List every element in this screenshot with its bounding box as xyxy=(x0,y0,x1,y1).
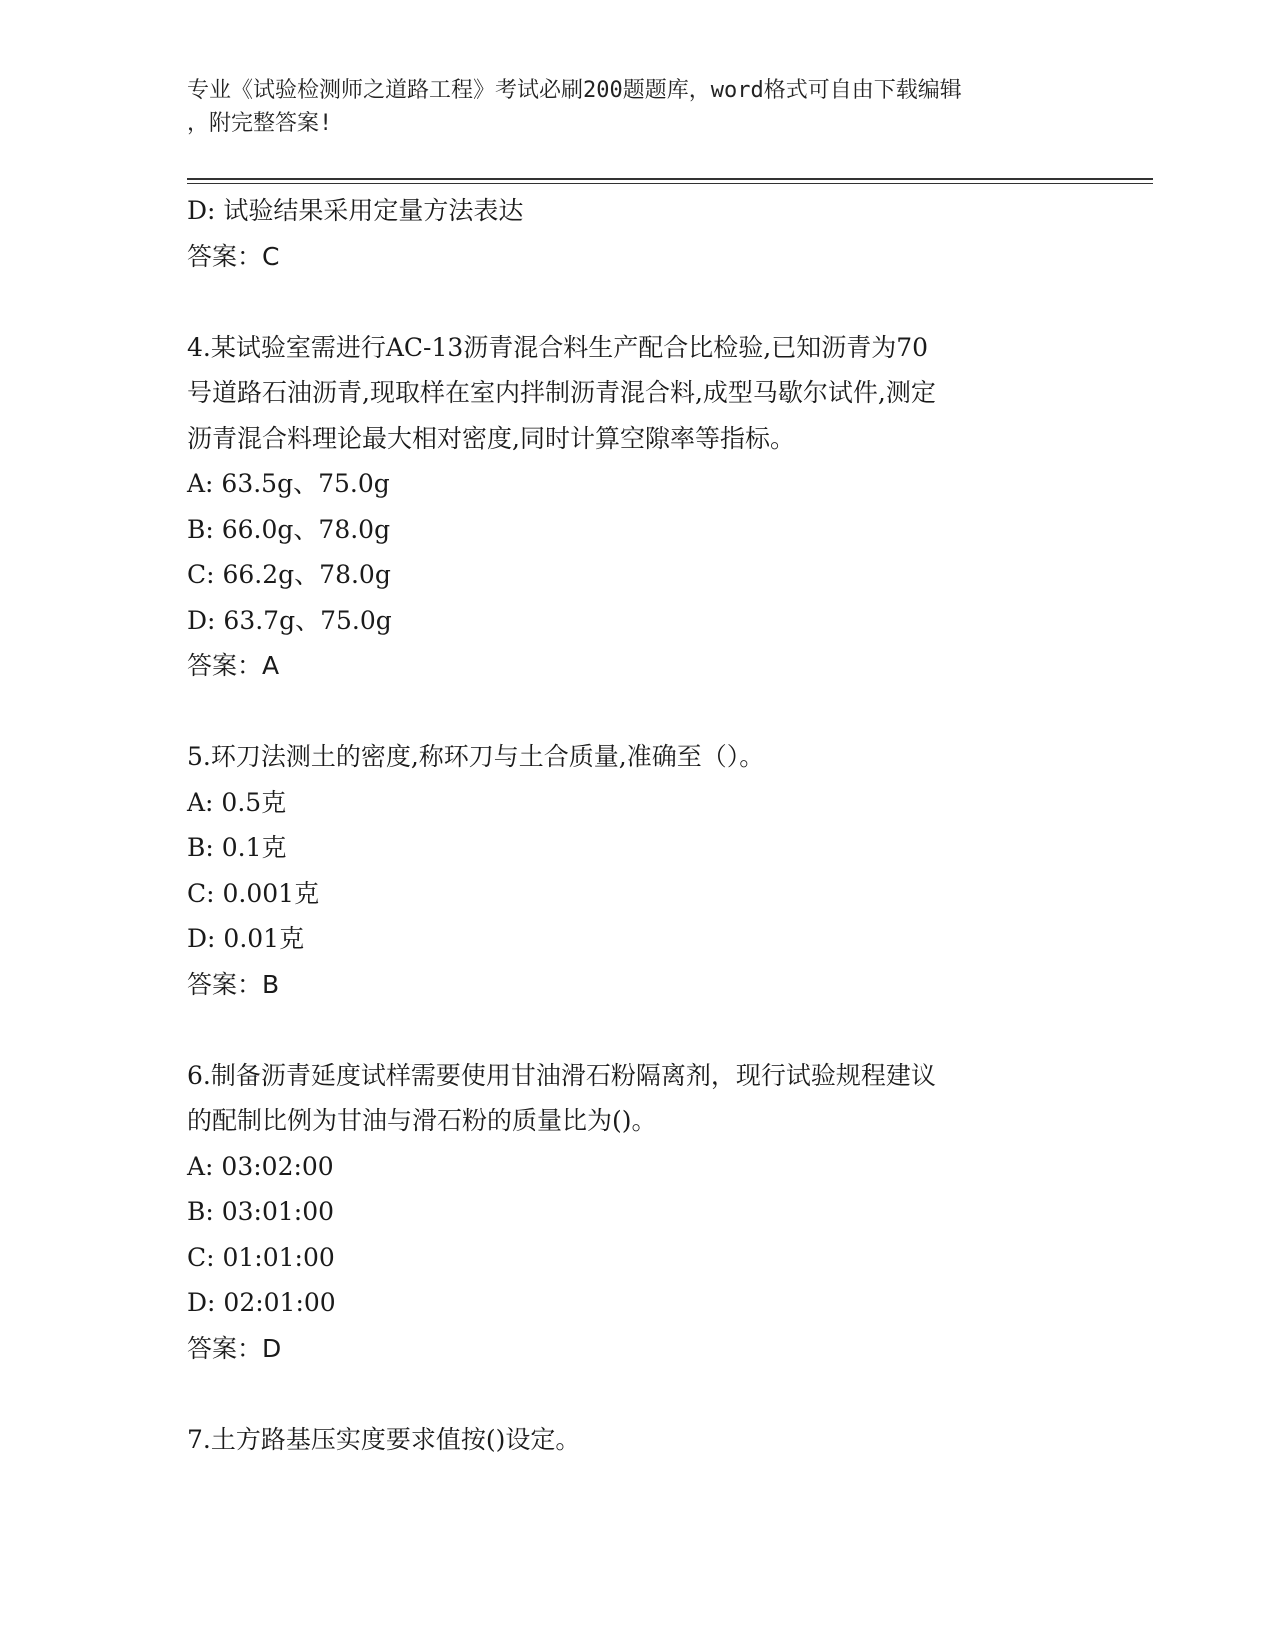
question-stem-line: 沥青混合料理论最大相对密度,同时计算空隙率等指标。 xyxy=(187,423,795,453)
option-d: D: 63.7g、75.0g xyxy=(187,605,392,635)
spacer xyxy=(187,1007,1127,1053)
answer-label: 答案：A xyxy=(187,651,280,680)
question-stem-line: 6.制备沥青延度试样需要使用甘油滑石粉隔离剂，现行试验规程建议 xyxy=(187,1060,936,1090)
option-c: C: 0.001克 xyxy=(187,878,320,908)
option-a: A: 0.5克 xyxy=(187,787,287,817)
question-stem-line: 4.某试验室需进行AC-13沥青混合料生产配合比检验,已知沥青为70 xyxy=(187,332,929,362)
option-d: D: 0.01克 xyxy=(187,924,305,953)
header-divider-thin xyxy=(187,183,1153,184)
option-d: D: 试验结果采用定量方法表达 xyxy=(187,196,524,225)
page-header xyxy=(187,74,1067,140)
answer-label: 答案：D xyxy=(187,1333,282,1363)
question-stem-line: 的配制比例为甘油与滑石粉的质量比为()。 xyxy=(187,1106,657,1135)
question-6 xyxy=(187,1053,1127,1372)
question-stem-line: 5.环刀法测土的密度,称环刀与土合质量,准确至（）。 xyxy=(187,742,765,771)
question-list xyxy=(187,188,1127,1462)
question-stem-line: 7.土方路基压实度要求值按()设定。 xyxy=(187,1424,581,1454)
question-7 xyxy=(187,1417,1127,1463)
header-title-line-2: ，附完整答案! xyxy=(187,111,333,136)
option-b: B: 66.0g、78.0g xyxy=(187,514,391,544)
answer-label: 答案：B xyxy=(187,969,280,999)
option-a: A: 63.5g、75.0g xyxy=(187,469,390,498)
option-c: C: 66.2g、78.0g xyxy=(187,560,391,589)
spacer xyxy=(187,1371,1127,1417)
answer-label: 答案：C xyxy=(187,241,280,271)
option-b: B: 03:01:00 xyxy=(187,1197,335,1226)
spacer xyxy=(187,689,1127,735)
header-title-line-1: 专业《试验检测师之道路工程》考试必刷200题题库，word格式可自由下载编辑 xyxy=(187,78,962,103)
header-divider-thick xyxy=(187,178,1153,180)
question-4 xyxy=(187,325,1127,689)
question-stem-line: 号道路石油沥青,现取样在室内拌制沥青混合料,成型马歇尔试件,测定 xyxy=(187,378,936,407)
spacer xyxy=(187,279,1127,325)
option-b: B: 0.1克 xyxy=(187,833,287,862)
option-a: A: 03:02:00 xyxy=(187,1151,334,1181)
option-c: C: 01:01:00 xyxy=(187,1242,335,1272)
question-3-tail xyxy=(187,188,1127,279)
question-5 xyxy=(187,734,1127,1007)
option-d: D: 02:01:00 xyxy=(187,1288,336,1317)
